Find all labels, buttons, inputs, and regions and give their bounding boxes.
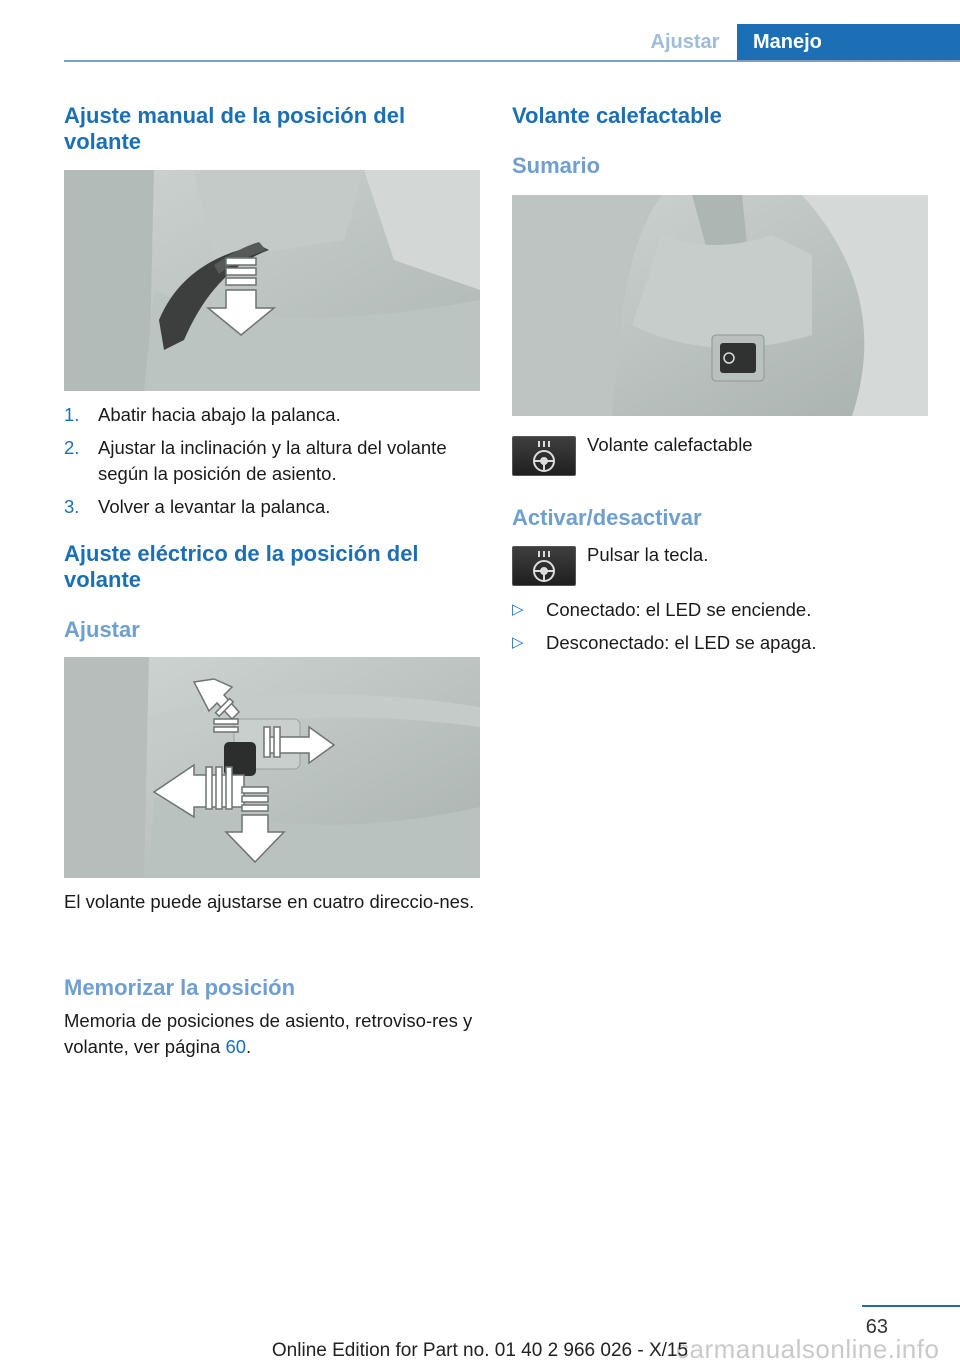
heading-heated-wheel: Volante calefactable [512, 103, 722, 128]
list-item: ▷ Desconectado: el LED se apaga. [512, 630, 928, 656]
steering-wheel-heat-icon [512, 436, 576, 476]
subheading-sumario: Sumario [512, 153, 601, 178]
section-tab: Ajustar [650, 31, 720, 53]
figure-button-location [512, 195, 928, 416]
subheading-ajustar: Ajustar [64, 617, 140, 642]
watermark: carmanualsonline.info [676, 1334, 940, 1362]
list-item: ▷ Conectado: el LED se enciende. [512, 597, 928, 623]
page-header [0, 0, 960, 64]
page-link[interactable]: 60 [225, 1036, 247, 1057]
status-list [512, 597, 928, 663]
lever-illustration [64, 170, 480, 391]
heading-electric-adjust: Ajuste eléctrico de la posición del volante [64, 541, 419, 592]
subheading-activar: Activar/desactivar [512, 505, 702, 530]
chapter-tab: Manejo [737, 24, 960, 61]
figure-lever [64, 170, 480, 391]
bullet-triangle-icon: ▷ [512, 601, 524, 618]
footer-rule [862, 1305, 960, 1307]
bullet-triangle-icon: ▷ [512, 634, 524, 651]
switch-illustration [64, 657, 480, 878]
icon-caption: Volante calefactable [587, 434, 753, 455]
steps-list [64, 402, 480, 527]
activar-instruction: Pulsar la tecla. [587, 544, 709, 565]
header-rule [64, 60, 960, 62]
button-location-illustration [512, 195, 928, 416]
figure-switch [64, 657, 480, 878]
heading-manual-adjust: Ajuste manual de la posición del volante [64, 103, 406, 154]
list-item: 2. Ajustar la inclinación y la altura del volante según la posición de asiento. [64, 437, 447, 484]
paragraph-directions: El volante puede ajustarse en cuatro direccio‐nes. [64, 891, 475, 912]
steering-wheel-heat-button-icon [512, 546, 576, 586]
page-number: 63 [865, 1316, 888, 1338]
paragraph-memoria: Memoria de posiciones de asiento, retroviso‐res y volante, ver página 60. [64, 1010, 473, 1057]
edition-line: Online Edition for Part no. 01 40 2 966 026 - X/15 [271, 1340, 689, 1361]
subheading-memorizar: Memorizar la posición [64, 975, 296, 1000]
list-item: 1. Abatir hacia abajo la palanca. [64, 404, 341, 425]
list-item: 3. Volver a levantar la palanca. [64, 496, 331, 517]
